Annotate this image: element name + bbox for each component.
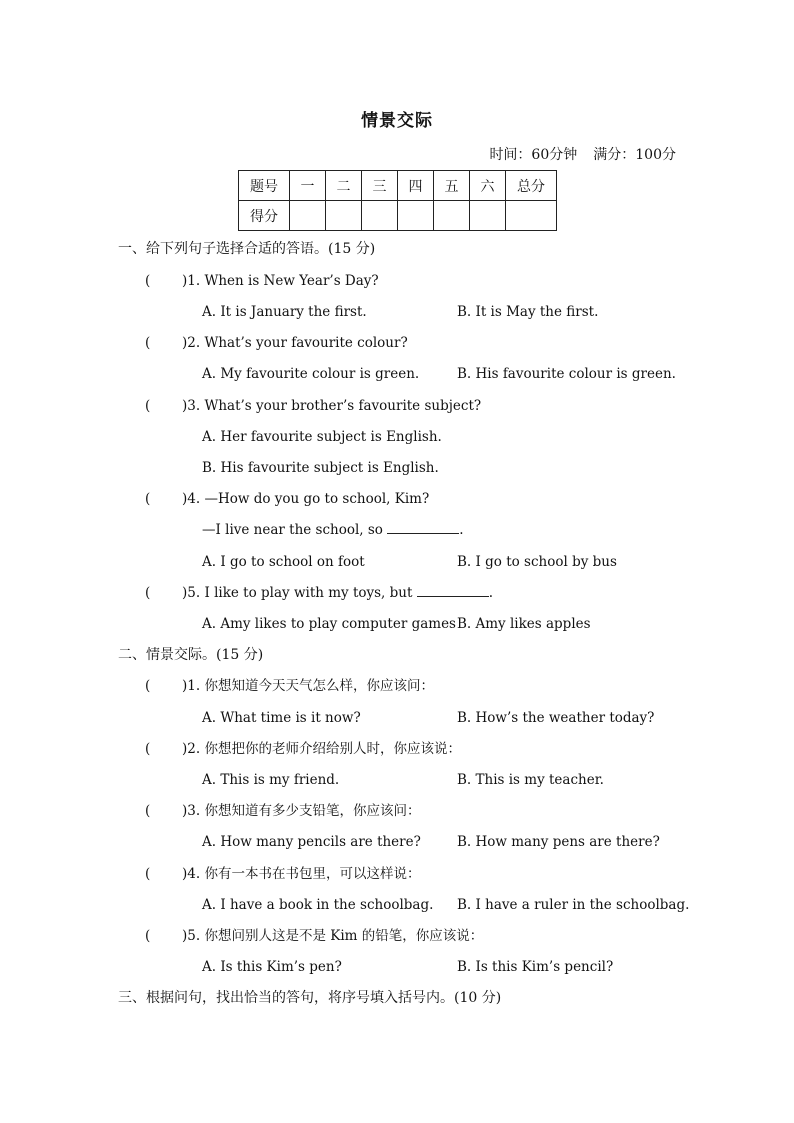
question-continuation bbox=[202, 521, 464, 539]
score-header-cell: 四 bbox=[398, 171, 434, 201]
option-a: A. Amy likes to play computer games bbox=[202, 616, 456, 632]
score-input-cell[interactable] bbox=[398, 201, 434, 231]
option-b: B. How’s the weather today? bbox=[457, 710, 655, 726]
option-a: A. This is my friend. bbox=[202, 772, 340, 788]
option-a: A. How many pencils are there? bbox=[202, 834, 421, 850]
question-number: )4. bbox=[182, 866, 201, 882]
option-b: B. I have a ruler in the schoolbag. bbox=[457, 897, 690, 913]
score-header-cell: 六 bbox=[470, 171, 506, 201]
score-table-score-row bbox=[239, 201, 557, 231]
option-a: A. Is this Kim’s pen? bbox=[202, 959, 342, 975]
option-b: B. His favourite colour is green. bbox=[457, 366, 676, 382]
question-text: 你想问别人这是不是 Kim 的铅笔，你应该说： bbox=[204, 928, 484, 944]
score-input-cell[interactable] bbox=[362, 201, 398, 231]
score-table-header-row bbox=[239, 171, 557, 201]
fill-blank[interactable] bbox=[417, 584, 489, 597]
score-input-cell[interactable] bbox=[470, 201, 506, 231]
question-text: When is New Year’s Day? bbox=[204, 273, 379, 289]
question-text: —I live near the school, so bbox=[202, 522, 383, 538]
question-text: I like to play with my toys, but bbox=[204, 585, 413, 601]
section-heading: 一、给下列句子选择合适的答语。(15 分) bbox=[118, 241, 376, 257]
option-a: A. My favourite colour is green. bbox=[202, 366, 420, 382]
question-number: )4. bbox=[182, 491, 201, 507]
question-line bbox=[145, 272, 379, 290]
score-input-cell[interactable] bbox=[506, 201, 557, 231]
option-a: A. I have a book in the schoolbag. bbox=[202, 897, 434, 913]
answer-bracket[interactable]: ( bbox=[145, 335, 151, 351]
question-text: 你想把你的老师介绍给别人时，你应该说： bbox=[204, 741, 461, 757]
option-b: B. Amy likes apples bbox=[457, 616, 591, 632]
answer-bracket[interactable]: ( bbox=[145, 928, 151, 944]
answer-bracket[interactable]: ( bbox=[145, 866, 151, 882]
answer-bracket[interactable]: ( bbox=[145, 491, 151, 507]
option-a: A. I go to school on foot bbox=[202, 554, 365, 570]
question-line bbox=[145, 927, 483, 945]
answer-bracket[interactable]: ( bbox=[145, 585, 151, 601]
punctuation: . bbox=[488, 585, 493, 601]
section-heading: 三、根据问句，找出恰当的答句，将序号填入括号内。(10 分) bbox=[118, 990, 502, 1006]
option-b: B. His favourite subject is English. bbox=[202, 460, 439, 476]
score-table bbox=[238, 170, 557, 231]
score-header-cell: 三 bbox=[362, 171, 398, 201]
exam-meta bbox=[489, 144, 676, 164]
score-row-label: 得分 bbox=[239, 201, 290, 231]
score-header-cell: 总分 bbox=[506, 171, 557, 201]
score-header-cell: 五 bbox=[434, 171, 470, 201]
question-text: 你想知道今天天气怎么样，你应该问： bbox=[204, 678, 434, 694]
answer-bracket[interactable]: ( bbox=[145, 803, 151, 819]
question-text: 你想知道有多少支铅笔，你应该问： bbox=[204, 803, 421, 819]
question-line bbox=[145, 334, 408, 352]
question-text: What’s your brother’s favourite subject? bbox=[204, 398, 482, 414]
score-header-cell: 题号 bbox=[239, 171, 290, 201]
question-number: )3. bbox=[182, 398, 201, 414]
question-number: )1. bbox=[182, 678, 201, 694]
question-line bbox=[145, 397, 481, 415]
fill-blank[interactable] bbox=[387, 521, 459, 534]
option-a: A. What time is it now? bbox=[202, 710, 361, 726]
option-a: A. Her favourite subject is English. bbox=[202, 429, 442, 445]
option-b: B. How many pens are there? bbox=[457, 834, 660, 850]
score-input-cell[interactable] bbox=[434, 201, 470, 231]
option-b: B. It is May the first. bbox=[457, 304, 599, 320]
question-number: )1. bbox=[182, 273, 201, 289]
question-line bbox=[145, 865, 420, 883]
option-b: B. Is this Kim’s pencil? bbox=[457, 959, 614, 975]
question-line bbox=[145, 740, 461, 758]
full-score: 满分：100分 bbox=[593, 147, 676, 163]
option-b: B. I go to school by bus bbox=[457, 554, 617, 570]
score-input-cell[interactable] bbox=[326, 201, 362, 231]
punctuation: . bbox=[459, 522, 464, 538]
score-input-cell[interactable] bbox=[290, 201, 326, 231]
answer-bracket[interactable]: ( bbox=[145, 398, 151, 414]
question-number: )3. bbox=[182, 803, 201, 819]
question-line bbox=[145, 677, 434, 695]
question-number: )5. bbox=[182, 585, 201, 601]
page-title: 情景交际 bbox=[361, 111, 433, 131]
question-text: 你有一本书在书包里，可以这样说： bbox=[204, 866, 421, 882]
answer-bracket[interactable]: ( bbox=[145, 273, 151, 289]
option-b: B. This is my teacher. bbox=[457, 772, 604, 788]
question-number: )2. bbox=[182, 335, 201, 351]
question-number: )5. bbox=[182, 928, 201, 944]
question-text: —How do you go to school, Kim? bbox=[204, 491, 430, 507]
question-line bbox=[145, 802, 420, 820]
question-text: What’s your favourite colour? bbox=[204, 335, 408, 351]
option-a: A. It is January the first. bbox=[202, 304, 367, 320]
score-header-cell: 二 bbox=[326, 171, 362, 201]
score-header-cell: 一 bbox=[290, 171, 326, 201]
time-limit: 时间：60分钟 bbox=[489, 147, 578, 163]
question-line bbox=[145, 584, 493, 602]
answer-bracket[interactable]: ( bbox=[145, 741, 151, 757]
answer-bracket[interactable]: ( bbox=[145, 678, 151, 694]
question-number: )2. bbox=[182, 741, 201, 757]
section-heading: 二、情景交际。(15 分) bbox=[118, 647, 264, 663]
question-line bbox=[145, 490, 429, 508]
